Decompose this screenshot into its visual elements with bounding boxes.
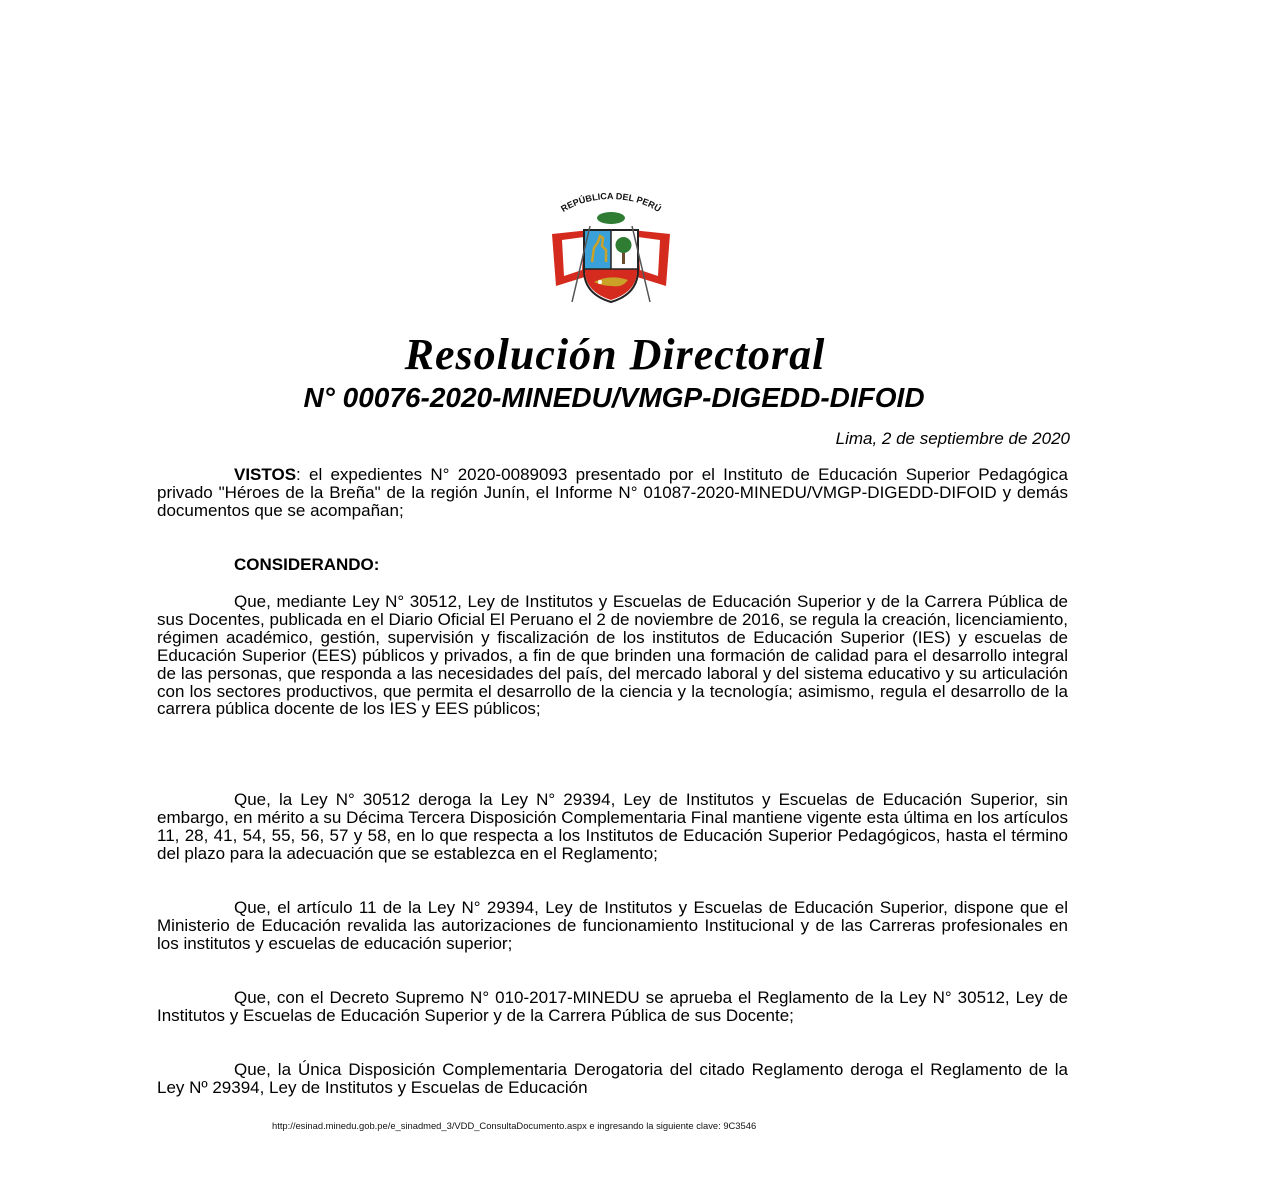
vistos-label: VISTOS (234, 465, 297, 484)
considerando-paragraph-3: Que, el artículo 11 de la Ley N° 29394, Ley de Institutos y Escuelas de Educación Superior, dispone que el Ministerio de Educación revalida las autorizaciones de funcionamiento Institucional y de las Carreras profesionales en los institutos y escuelas de educación superior; (157, 898, 1068, 953)
considerando-paragraph-5: Que, la Única Disposición Complementaria Derogatoria del citado Reglamento deroga el Reglamento de la Ley Nº 29394, Ley de Institutos y Escuelas de Educación (157, 1060, 1068, 1097)
considerando-paragraph-4: Que, con el Decreto Supremo N° 010-2017-MINEDU se aprueba el Reglamento de la Ley N° 30512, Ley de Institutos y Escuelas de Educación Superior y de la Carrera Pública de sus Docente; (157, 988, 1068, 1025)
verification-url: http://esinad.minedu.gob.pe/e_sinadmed_3/VDD_ConsultaDocumento.aspx e ingresando la siguiente clave: 9C3546 (272, 1120, 757, 1131)
considerando-paragraph-1: Que, mediante Ley N° 30512, Ley de Institutos y Escuelas de Educación Superior y de la Carrera Pública de sus Docentes, publicada en el Diario Oficial El Peruano el 2 de noviembre de 2016, se regula la creación, licenciamiento, régimen académico, gestión, supervisión y fiscalización de los institutos de Educación Superior (IES) y escuelas de Educación Superior (EES) públicos y privados, a fin de que brinden una formación de calidad para el desarrollo integral de las personas, que responda a las necesidades del país, del mercado laboral y del sistema educativo y su articulación con los sectores productivos, que permita el desarrollo de la ciencia y la tecnología; asimismo, regula el desarrollo de la carrera pública docente de los IES y EES públicos; (157, 592, 1068, 719)
emblem-legend: REPÚBLICA DEL PERÚ (559, 191, 663, 214)
document-title: Resolución Directoral (404, 330, 826, 379)
resolution-number: N° 00076-2020-MINEDU/VMGP-DIGEDD-DIFOID (303, 382, 925, 413)
peru-coat-of-arms-icon (532, 190, 690, 310)
vistos-text: : el expedientes N° 2020-0089093 presentado por el Instituto de Educación Superior Pedagógica privado "Héroes de la Breña" de la región Junín, el Informe N° 01087-2020-MINEDU/VMGP-DIGEDD-DIFOID y demás documentos que se acompañan; (157, 465, 1068, 520)
considerando-heading: CONSIDERANDO: (234, 555, 380, 574)
vistos-paragraph (157, 466, 1068, 520)
document-date: Lima, 2 de septiembre de 2020 (835, 429, 1070, 448)
considerando-paragraph-2: Que, la Ley N° 30512 deroga la Ley N° 29394, Ley de Institutos y Escuelas de Educación Superior, sin embargo, en mérito a su Décima Tercera Disposición Complementaria Final mantiene vigente esta última en los artículos 11, 28, 41, 54, 55, 56, 57 y 58, en lo que respecta a los Institutos de Educación Superior Pedagógicos, hasta el término del plazo para la adecuación que se establezca en el Reglamento; (157, 790, 1068, 863)
svg-text:REPÚBLICA DEL PERÚ (559, 191, 663, 214)
